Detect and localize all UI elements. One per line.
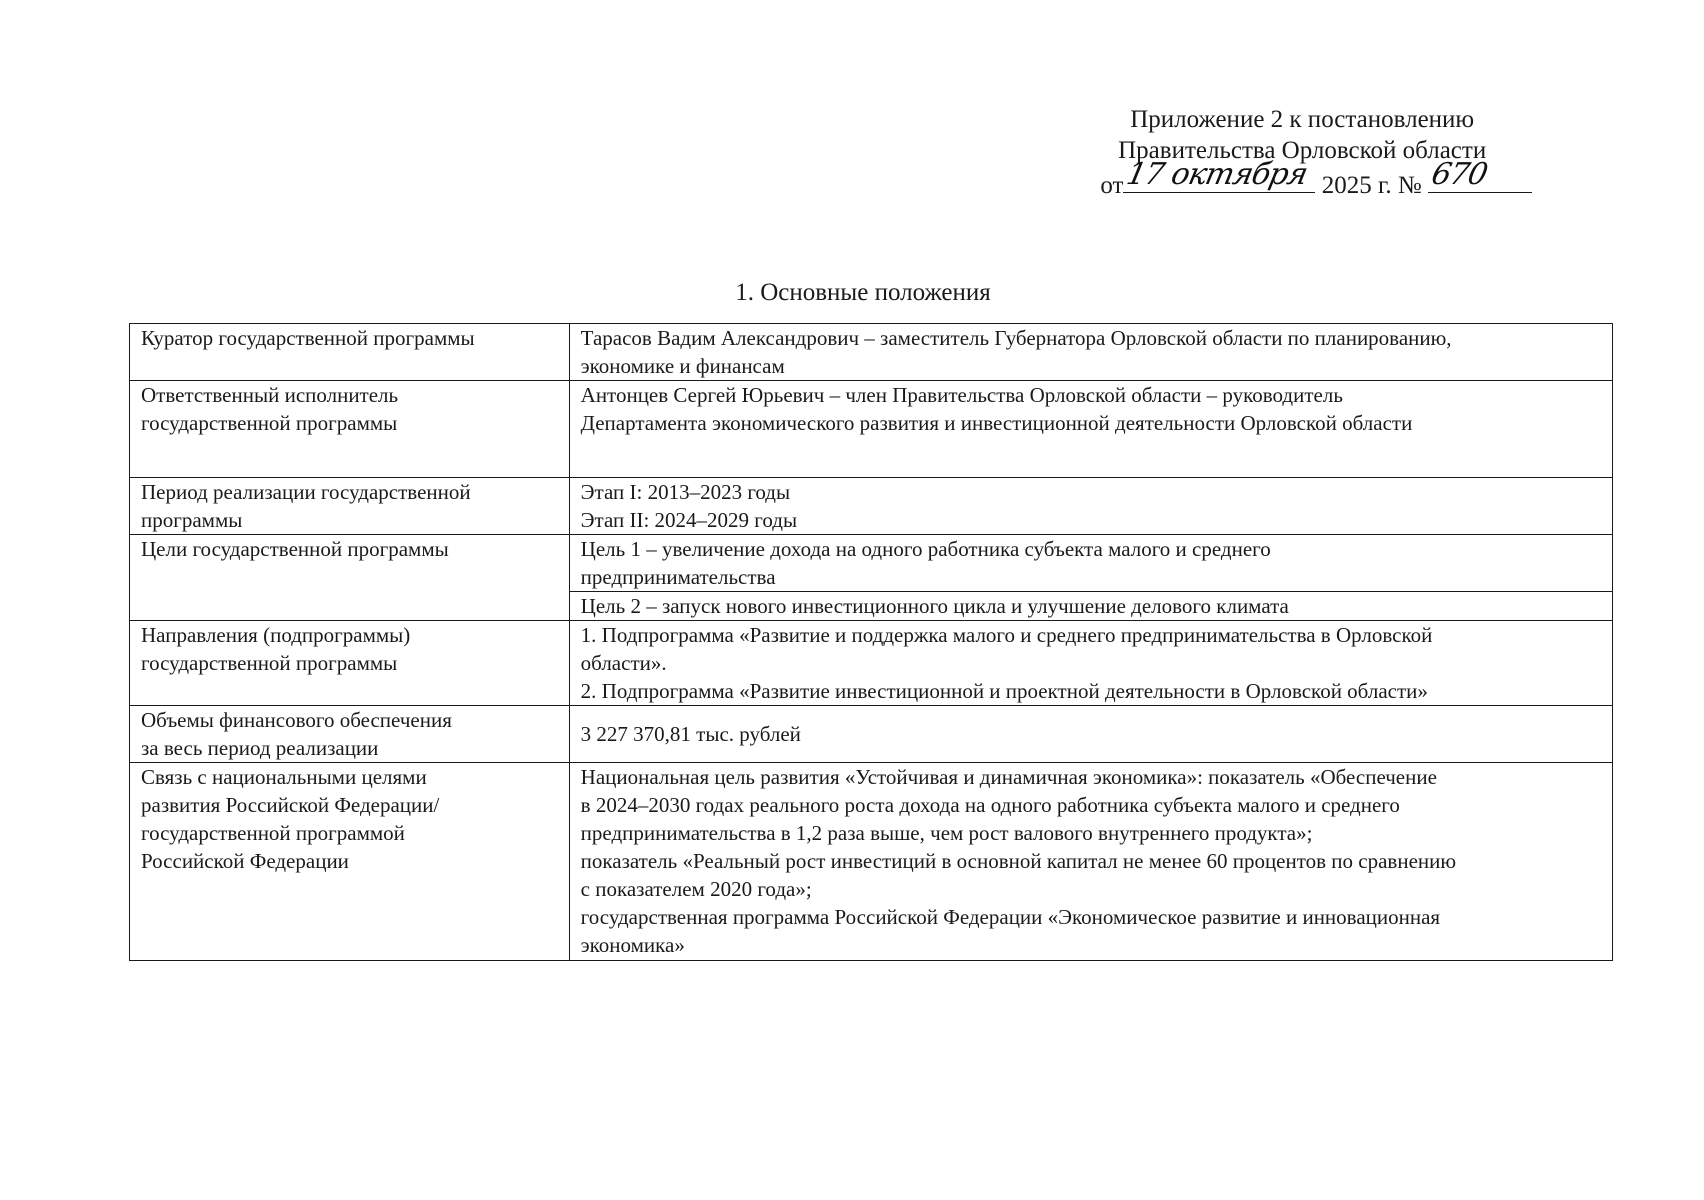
row-value-line: экономике и финансам <box>580 354 785 378</box>
table-row <box>130 381 1613 478</box>
row-value-cell <box>569 478 1612 535</box>
row-label-line: государственной программой <box>141 821 405 845</box>
header-line-2: Правительства Орловской области <box>1118 137 1487 164</box>
row-label-line: Направления (подпрограммы) <box>141 623 411 647</box>
row-label-cell <box>130 535 570 621</box>
row-value-line: экономика» <box>580 933 685 957</box>
row-label-cell <box>130 478 570 535</box>
row-value-cell <box>569 381 1612 478</box>
row-label-line: развития Российской Федерации/ <box>141 793 440 817</box>
number-field <box>1428 157 1532 193</box>
header-date-line <box>1100 157 1532 201</box>
row-label-line: Объемы финансового обеспечения <box>141 708 452 732</box>
row-value-cell <box>569 324 1612 381</box>
row-value-line: с показателем 2020 года»; <box>580 877 812 901</box>
row-value-cell <box>569 706 1612 763</box>
funding-amount: 3 227 370,81 тыс. рублей <box>580 722 801 746</box>
row-value-line: 2. Подпрограмма «Развитие инвестиционной и проектной деятельности в Орловской области» <box>580 679 1428 703</box>
handwritten-date: 17 октября <box>1123 157 1311 192</box>
row-value-line: предпринимательства в 1,2 раза выше, чем рост валового внутреннего продукта»; <box>580 821 1313 845</box>
row-label-cell <box>130 706 570 763</box>
date-prefix: от <box>1100 172 1124 199</box>
main-provisions-table-part-2 <box>129 477 1613 961</box>
header-line-1: Приложение 2 к постановлению <box>1130 106 1475 133</box>
row-label-line: Связь с национальными целями <box>141 765 427 789</box>
row-value-line: Этап I: 2013–2023 годы <box>580 480 791 504</box>
row-value-line: 1. Подпрограмма «Развитие и поддержка малого и среднего предпринимательства в Орловской <box>580 623 1433 647</box>
row-label-line: Куратор государственной программы <box>141 326 475 350</box>
row-value-cell <box>569 621 1612 706</box>
row-label-cell <box>130 324 570 381</box>
handwritten-number: 670 <box>1428 157 1491 192</box>
row-value-line: Национальная цель развития «Устойчивая и динамичная экономика»: показатель «Обеспечение <box>580 765 1437 789</box>
row-value-line: Департамента экономического развития и инвестиционной деятельности Орловской области <box>580 411 1413 435</box>
row-label-line: Период реализации государственной <box>141 480 471 504</box>
row-label-cell <box>130 763 570 961</box>
row-label-line: за весь период реализации <box>141 736 379 760</box>
row-label-cell <box>130 381 570 478</box>
table-row <box>130 324 1613 381</box>
row-value-line: области». <box>580 651 667 675</box>
document-header <box>1100 104 1504 201</box>
table-row <box>130 706 1613 763</box>
table-row <box>130 535 1613 592</box>
row-value-line: в 2024–2030 годах реального роста дохода на одного работника субъекта малого и среднего <box>580 793 1400 817</box>
row-label-line: государственной программы <box>141 411 398 435</box>
row-label-cell <box>130 621 570 706</box>
table-row <box>130 763 1613 961</box>
row-label-line: Ответственный исполнитель <box>141 383 399 407</box>
row-value-cell <box>569 763 1612 961</box>
row-value-line: предпринимательства <box>580 565 776 589</box>
row-value-cell <box>569 592 1612 621</box>
row-value-line: Цель 2 – запуск нового инвестиционного цикла и улучшение делового климата <box>580 594 1289 618</box>
row-label-line: государственной программы <box>141 651 398 675</box>
table-row <box>130 478 1613 535</box>
row-value-cell <box>569 535 1612 592</box>
row-value-line: Антонцев Сергей Юрьевич – член Правительства Орловской области – руководитель <box>580 383 1343 407</box>
year-number-label: 2025 г. № <box>1321 172 1422 199</box>
row-value-line: государственная программа Российской Федерации «Экономическое развитие и инновационная <box>580 905 1441 929</box>
section-title: 1. Основные положения <box>735 279 991 306</box>
date-field <box>1123 157 1315 193</box>
row-value-line: Этап II: 2024–2029 годы <box>580 508 798 532</box>
row-label-line: Российской Федерации <box>141 849 349 873</box>
table-row <box>130 621 1613 706</box>
main-provisions-table-part-1 <box>129 323 1613 478</box>
row-value-line: Тарасов Вадим Александрович – заместитель Губернатора Орловской области по планированию, <box>580 326 1452 350</box>
row-value-line: Цель 1 – увеличение дохода на одного работника субъекта малого и среднего <box>580 537 1271 561</box>
row-label-line: программы <box>141 508 243 532</box>
row-label-line: Цели государственной программы <box>141 537 449 561</box>
row-value-line: показатель «Реальный рост инвестиций в основной капитал не менее 60 процентов по сравнению <box>580 849 1457 873</box>
